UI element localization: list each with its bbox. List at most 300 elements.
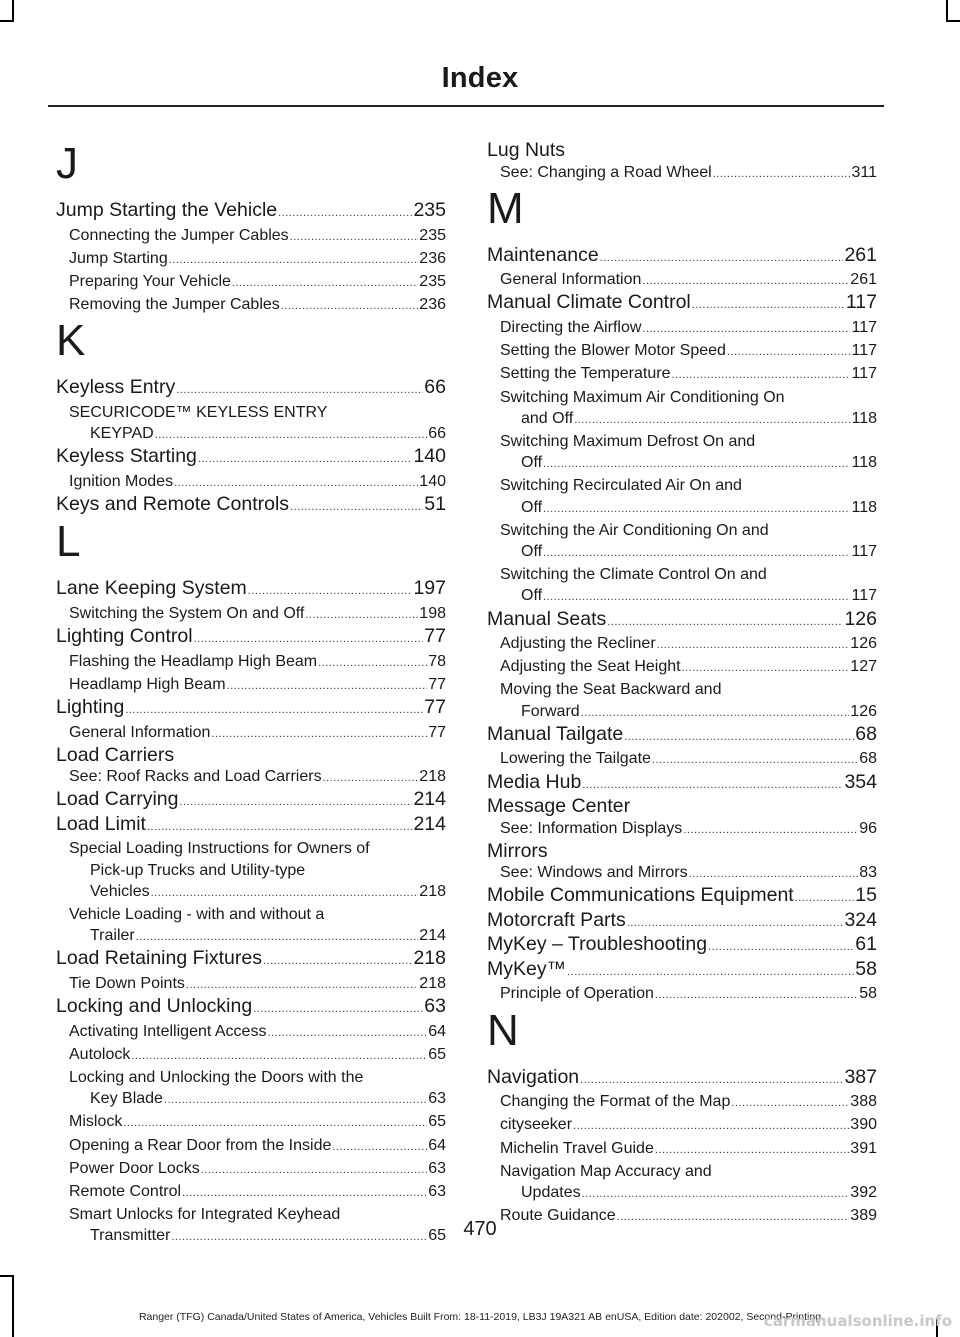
index-subentry[interactable] [56, 1044, 446, 1067]
entry-line [487, 292, 877, 317]
subentry-page: 218 [419, 974, 446, 992]
entry-page: 117 [845, 291, 877, 314]
watermark: carmanualsonline.info [763, 1312, 952, 1330]
subentry-line [69, 1021, 446, 1044]
subentry-text: Adjusting the Seat Height [500, 658, 681, 676]
entry-text: Locking and Unlocking [56, 995, 253, 1018]
entry-line [56, 494, 446, 519]
index-subentry[interactable] [56, 1158, 446, 1181]
page-number: 470 [463, 1218, 497, 1240]
entry-line [56, 948, 446, 973]
index-subentry[interactable] [56, 603, 446, 626]
index-subentry[interactable] [487, 1138, 877, 1161]
dot-leader [655, 985, 858, 1006]
subentry-page: 392 [850, 1183, 877, 1201]
dot-leader [194, 629, 424, 651]
subentry-line [500, 1182, 877, 1205]
section-letter: N [487, 1005, 519, 1055]
dot-leader [125, 700, 423, 722]
subentry-line [69, 925, 446, 948]
entry-page: 61 [855, 933, 877, 956]
subentry-line [69, 881, 446, 904]
entry-text: Jump Starting the Vehicle [56, 199, 278, 221]
dot-leader [582, 1184, 850, 1205]
index-subentry[interactable] [487, 564, 877, 608]
subentry-page: 218 [419, 768, 446, 786]
index-subentry[interactable] [487, 520, 877, 564]
index-subentry[interactable] [56, 1181, 446, 1204]
subentry-page: 261 [850, 271, 877, 289]
index-section [487, 140, 877, 185]
entry-line [56, 446, 446, 471]
subentry-text: Moving the Seat Backward and [500, 681, 722, 699]
entry-page: 140 [413, 445, 446, 468]
index-entry[interactable] [56, 200, 446, 317]
subentry-text: Jump Starting [69, 249, 168, 267]
index-subentry[interactable] [487, 656, 877, 679]
subentry-line [500, 1114, 877, 1137]
index-section [487, 183, 877, 1007]
subentry-line [500, 1138, 877, 1161]
index-entry[interactable] [487, 140, 877, 185]
index-subentry[interactable] [56, 1067, 446, 1111]
entry-line [487, 1067, 877, 1092]
index-entry[interactable] [56, 377, 446, 446]
crop-mark [12, 1277, 14, 1337]
index-subentry[interactable] [487, 818, 877, 841]
entry-text: Manual Seats [487, 607, 607, 630]
entry-line [487, 796, 877, 818]
dot-leader [227, 676, 428, 697]
dot-leader [155, 425, 427, 446]
entry-text: Load Carriers [56, 743, 175, 766]
subentry-page: 68 [859, 750, 877, 768]
index-entry[interactable] [487, 959, 877, 1007]
entry-page: 197 [413, 577, 446, 600]
dot-leader [263, 951, 413, 973]
subentry-text: Updates [521, 1183, 581, 1201]
dot-leader [692, 295, 845, 317]
index-entry[interactable] [487, 841, 877, 886]
index-subentry[interactable] [487, 340, 877, 363]
subentry-line [69, 423, 446, 446]
entry-page: 387 [844, 1065, 877, 1088]
subentry-line [500, 1091, 877, 1114]
page-title: Index [441, 62, 519, 94]
dot-leader [323, 768, 419, 789]
entry-text: Load Limit [56, 812, 146, 835]
index-entry[interactable] [56, 948, 446, 996]
index-column-left [56, 140, 446, 1249]
entry-line [487, 609, 877, 634]
index-subentry[interactable] [56, 294, 446, 317]
index-entry[interactable] [487, 724, 877, 772]
subentry-text: Off [521, 498, 543, 516]
dot-leader [281, 296, 419, 317]
subentry-line [69, 674, 446, 697]
subentry-line [69, 1088, 446, 1111]
index-entry[interactable] [487, 292, 877, 608]
index-entry[interactable] [487, 910, 877, 935]
subentry-page: 64 [428, 1022, 446, 1040]
subentry-page: 218 [419, 882, 446, 900]
dot-leader [543, 587, 850, 608]
dot-leader [731, 1093, 849, 1114]
index-section [487, 1005, 877, 1229]
subentry-line [500, 497, 877, 520]
index-entry[interactable] [487, 885, 877, 910]
dot-leader [131, 1046, 427, 1067]
subentry-line [500, 541, 877, 564]
entry-line [56, 697, 446, 722]
index-subentry[interactable] [56, 1135, 446, 1158]
subentry-text: Power Door Locks [69, 1159, 200, 1177]
entry-text: Lighting Control [56, 625, 193, 648]
subentry-page: 118 [851, 409, 877, 427]
subentry-text: Activating Intelligent Access [69, 1022, 267, 1040]
dot-leader [642, 271, 849, 292]
header-rule [48, 105, 884, 107]
subentry-text: Directing the Airflow [500, 318, 642, 336]
entry-line [487, 724, 877, 749]
entry-text: Load Carrying [56, 788, 179, 811]
subentry-text: Tie Down Points [69, 974, 185, 992]
subentry-text: Navigation Map Accuracy and [500, 1162, 712, 1180]
subentry-line [500, 363, 877, 386]
dot-leader [581, 703, 850, 724]
index-subentry[interactable] [56, 1111, 446, 1134]
subentry-text: and Off [521, 409, 574, 427]
subentry-text: KEYPAD [90, 425, 154, 443]
dot-leader [713, 164, 851, 185]
index-entry[interactable] [56, 789, 446, 814]
dot-leader [795, 888, 855, 910]
entry-text: Manual Climate Control [487, 291, 691, 314]
subentry-text: Key Blade [90, 1090, 163, 1108]
subentry-page: 390 [850, 1116, 877, 1134]
index-entry[interactable] [56, 626, 446, 697]
index-subentry[interactable] [487, 269, 877, 292]
subentry-page: 127 [850, 658, 877, 676]
subentry-text-cont: Pick-up Trucks and Utility-type [90, 861, 306, 879]
subentry-page: 389 [850, 1207, 877, 1225]
subentry-text: Opening a Rear Door from the Inside [69, 1136, 332, 1154]
index-entry[interactable] [56, 494, 446, 519]
section-letter: L [56, 517, 81, 567]
dot-leader [627, 913, 844, 935]
dot-leader [682, 658, 850, 679]
entry-page: 214 [413, 788, 446, 811]
subentry-text: See: Information Displays [500, 819, 683, 837]
subentry-line [69, 651, 446, 674]
subentry-text: Setting the Blower Motor Speed [500, 342, 726, 360]
subentry-page: 66 [428, 425, 446, 443]
subentry-page: 235 [419, 272, 446, 290]
subentry-text: Smart Unlocks for Integrated Keyhead [69, 1206, 341, 1224]
subentry-line [500, 748, 877, 771]
index-subentry[interactable] [487, 431, 877, 475]
dot-leader [624, 727, 854, 749]
index-subentry[interactable] [56, 225, 446, 248]
entry-page: 58 [855, 957, 877, 980]
subentry-text: Vehicles [90, 882, 150, 900]
dot-leader [708, 937, 854, 959]
entry-line [56, 578, 446, 603]
entry-line [487, 245, 877, 270]
index-subentry[interactable] [56, 904, 446, 948]
dot-leader [176, 380, 423, 402]
dot-leader [164, 1090, 427, 1111]
entry-line [56, 200, 446, 225]
index-subentry[interactable] [487, 363, 877, 386]
subentry-page: 77 [428, 675, 446, 693]
index-subentry[interactable] [487, 162, 877, 185]
entry-text: Maintenance [487, 243, 599, 266]
index-subentry[interactable] [56, 766, 446, 789]
subentry-line [69, 1181, 446, 1204]
index-entry[interactable] [56, 578, 446, 626]
index-subentry[interactable] [56, 248, 446, 271]
subentry-line [500, 983, 877, 1006]
subentry-line [69, 722, 446, 745]
subentry-line [500, 340, 877, 363]
index-subentry[interactable] [487, 748, 877, 771]
subentry-text: cityseeker [500, 1116, 573, 1134]
dot-leader [253, 999, 423, 1021]
dot-leader [671, 365, 850, 386]
subentry-text: Autolock [69, 1045, 131, 1063]
crop-mark [946, 0, 948, 20]
dot-leader [198, 449, 413, 471]
entry-text: Media Hub [487, 770, 582, 793]
dot-leader [652, 750, 858, 771]
index-subentry[interactable] [487, 1114, 877, 1137]
subentry-text: Forward [521, 702, 580, 720]
subentry-text: Preparing Your Vehicle [69, 272, 231, 290]
subentry-line [500, 452, 877, 475]
index-entry[interactable] [487, 609, 877, 724]
index-subentry[interactable] [487, 317, 877, 340]
subentry-line [500, 162, 877, 185]
dot-leader [332, 1137, 427, 1158]
subentry-line [500, 408, 877, 431]
subentry-text: Switching Maximum Defrost On and [500, 432, 756, 450]
dot-leader [683, 820, 858, 841]
entry-text: MyKey – Troubleshooting [487, 933, 708, 956]
index-subentry[interactable] [487, 1161, 877, 1205]
dot-leader [290, 497, 423, 519]
subentry-line [500, 862, 877, 885]
entry-page: 63 [424, 995, 446, 1018]
subentry-page: 65 [428, 1227, 446, 1245]
subentry-page: 236 [419, 296, 446, 314]
index-section [56, 517, 446, 1248]
entry-line [56, 745, 446, 767]
subentry-page: 236 [419, 249, 446, 267]
index-entry[interactable] [487, 772, 877, 797]
subentry-line [500, 701, 877, 724]
index-subentry[interactable] [487, 633, 877, 656]
index-subentry[interactable] [487, 679, 877, 723]
index-entry[interactable] [56, 697, 446, 745]
subentry-line [69, 973, 446, 996]
subentry-page: 78 [428, 652, 446, 670]
subentry-text: Switching the Climate Control On and [500, 566, 767, 584]
subentry-line [500, 633, 877, 656]
index-entry[interactable] [487, 1067, 877, 1229]
subentry-text: Off [521, 542, 543, 560]
entry-text: Keyless Starting [56, 445, 197, 468]
subentry-page: 198 [419, 604, 446, 622]
subentry-text: See: Roof Racks and Load Carriers [69, 768, 322, 786]
subentry-page: 63 [428, 1183, 446, 1201]
entry-page: 214 [413, 812, 446, 835]
dot-leader [179, 792, 412, 814]
dot-leader [267, 1023, 427, 1044]
subentry-page: 391 [850, 1139, 877, 1157]
subentry-text: Off [521, 587, 543, 605]
crop-mark [0, 1275, 14, 1277]
index-subentry[interactable] [56, 471, 446, 494]
entry-text: Mirrors [487, 839, 548, 862]
dot-leader [582, 775, 843, 797]
subentry-page: 126 [850, 702, 877, 720]
subentry-text: Adjusting the Recliner [500, 635, 656, 653]
index-section [56, 139, 446, 317]
index-entry[interactable] [487, 245, 877, 293]
subentry-text: Switching Recirculated Air On and [500, 477, 742, 495]
subentry-page: 118 [851, 454, 877, 472]
section-letter: K [56, 316, 86, 366]
subentry-line [69, 294, 446, 317]
entry-line [487, 140, 877, 162]
dot-leader [567, 962, 854, 984]
entry-line [56, 377, 446, 402]
subentry-page: 65 [428, 1045, 446, 1063]
index-subentry[interactable] [487, 983, 877, 1006]
index-entry[interactable] [56, 996, 446, 1249]
entry-line [487, 934, 877, 959]
index-subentry[interactable] [56, 651, 446, 674]
subentry-page: 388 [850, 1093, 877, 1111]
dot-leader [123, 1113, 427, 1134]
subentry-line [69, 1044, 446, 1067]
subentry-line [500, 269, 877, 292]
crop-mark [0, 20, 14, 22]
subentry-page: 117 [851, 342, 877, 360]
index-subentry[interactable] [487, 475, 877, 519]
index-subentry[interactable] [56, 1021, 446, 1044]
subentry-text: General Information [69, 723, 211, 741]
crop-mark [946, 20, 960, 22]
crop-mark [12, 0, 14, 20]
entry-text: Motorcraft Parts [487, 908, 626, 931]
subentry-page: 63 [428, 1090, 446, 1108]
dot-leader [600, 248, 844, 270]
entry-page: 77 [424, 625, 446, 648]
entry-line [56, 996, 446, 1021]
dot-leader [543, 454, 850, 475]
dot-leader [232, 273, 418, 294]
subentry-page: 117 [851, 365, 877, 383]
index-subentry[interactable] [56, 674, 446, 697]
subentry-text: Switching Maximum Air Conditioning On [500, 388, 785, 406]
subentry-page: 58 [859, 985, 877, 1003]
dot-leader [290, 227, 419, 248]
subentry-text: Route Guidance [500, 1207, 616, 1225]
subentry-text: Flashing the Headlamp High Beam [69, 652, 318, 670]
index-subentry[interactable] [56, 402, 446, 446]
index-subentry[interactable] [487, 387, 877, 431]
dot-leader [186, 975, 418, 996]
subentry-page: 117 [851, 587, 877, 605]
entry-text: Load Retaining Fixtures [56, 947, 262, 970]
index-subentry[interactable] [487, 1091, 877, 1114]
subentry-page: 117 [851, 542, 877, 560]
subentry-text: Switching the Air Conditioning On and [500, 521, 769, 539]
dot-leader [642, 319, 850, 340]
index-subentry[interactable] [56, 722, 446, 745]
subentry-text: Vehicle Loading - with and without a [69, 906, 325, 924]
subentry-line [69, 1135, 446, 1158]
subentry-text: General Information [500, 271, 642, 289]
entry-text: Message Center [487, 795, 631, 818]
index-entry[interactable] [487, 796, 877, 841]
subentry-page: 214 [419, 927, 446, 945]
subentry-page: 64 [428, 1136, 446, 1154]
entry-page: 126 [844, 607, 877, 630]
subentry-page: 65 [428, 1113, 446, 1131]
index-subentry[interactable] [56, 973, 446, 996]
index-entry[interactable] [56, 814, 446, 949]
index-subentry[interactable] [56, 271, 446, 294]
subentry-line [69, 225, 446, 248]
entry-text: Lug Nuts [487, 139, 566, 161]
dot-leader [136, 927, 419, 948]
subentry-page: 126 [850, 635, 877, 653]
entry-text: Lane Keeping System [56, 577, 247, 600]
index-entry[interactable] [56, 745, 446, 790]
subentry-line [500, 317, 877, 340]
index-entry[interactable] [56, 446, 446, 494]
dot-leader [580, 1070, 843, 1092]
subentry-text: Locking and Unlocking the Doors with the [69, 1069, 364, 1087]
subentry-line [69, 1158, 446, 1181]
subentry-page: 96 [859, 819, 877, 837]
entry-page: 324 [844, 908, 877, 931]
entry-line [56, 789, 446, 814]
subentry-text: Removing the Jumper Cables [69, 296, 280, 314]
entry-page: 68 [855, 722, 877, 745]
subentry-text: Trailer [90, 927, 135, 945]
index-subentry[interactable] [487, 862, 877, 885]
entry-text: Navigation [487, 1065, 580, 1088]
dot-leader [151, 883, 419, 904]
subentry-text: Headlamp High Beam [69, 675, 226, 693]
subentry-line [69, 271, 446, 294]
subentry-text: Off [521, 454, 543, 472]
subentry-text: Connecting the Jumper Cables [69, 226, 289, 244]
subentry-text: Michelin Travel Guide [500, 1139, 654, 1157]
dot-leader [318, 653, 427, 674]
index-subentry[interactable] [56, 838, 446, 904]
dot-leader [147, 817, 412, 839]
entry-page: 218 [413, 947, 446, 970]
index-entry[interactable] [487, 934, 877, 959]
entry-text: Keys and Remote Controls [56, 492, 290, 515]
dot-leader [278, 203, 412, 225]
dot-leader [305, 605, 418, 626]
